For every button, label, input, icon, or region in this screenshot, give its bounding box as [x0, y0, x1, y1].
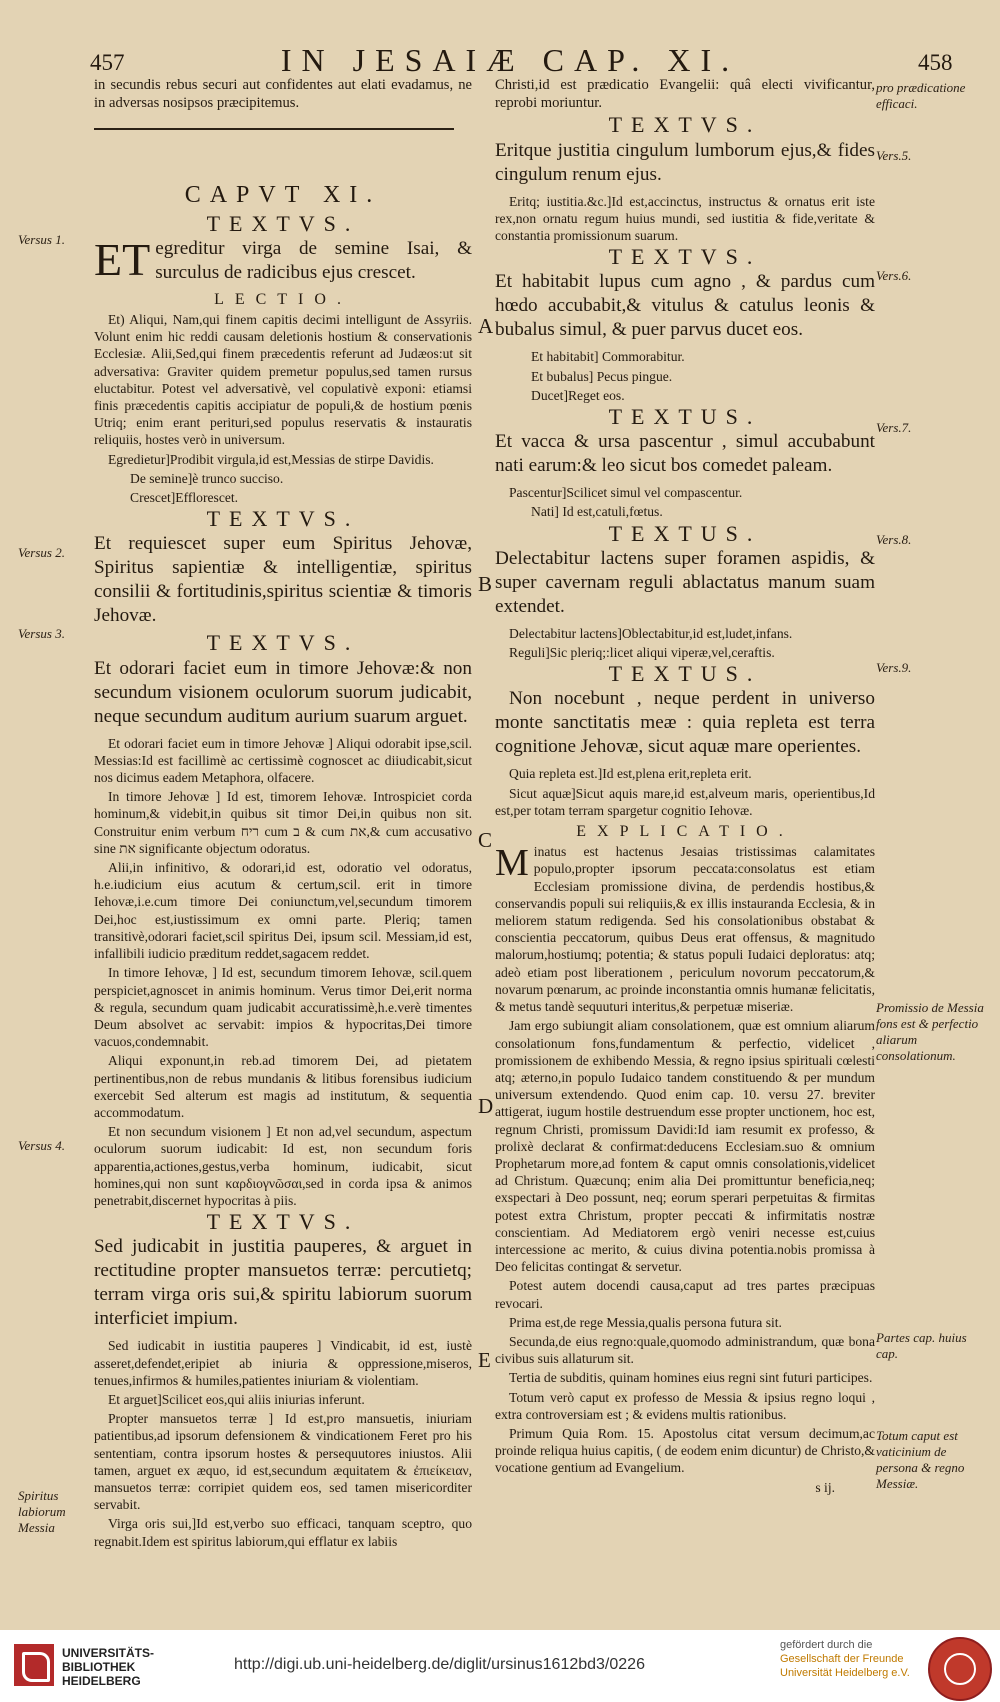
- margin-versus-3: Versus 3.: [18, 626, 65, 641]
- sponsor-line-2: Gesellschaft der Freunde Universität Heidelberg e.V.: [780, 1653, 910, 1679]
- drop-initial: ET: [94, 233, 151, 285]
- lectio-text: Et) Aliqui, Nam,qui finem capitis decimi intelligunt de Assyriis. Volunt enim hic reddi causam deletionis hostium & conservationis Ecclesiæ. Alii,Sed,qui finem præcedentis referunt ad Judæos:ut sit adversativa: Graviter quidem premetur populus,sed tamen rursus eluctabitur. Potest vel adversativè, vel copulativè exponi: etiamsi finis præcedentis capitis accipiatur de populi,& de hostium pœnis Utriq; enim erant perituri,sed populus reservatis & instauratis reliquiis, hostes verò in universum.: [94, 312, 472, 448]
- section-letter-e: E: [478, 1348, 491, 1372]
- verse-3-text: Et odorari faciet eum in timore Jehovæ:& non secundum visionem oculorum suorum judicabit, neque secundum auditum aurium suarum arguet.: [94, 657, 472, 727]
- viewer-footer: [0, 1630, 1000, 1702]
- explicatio-7: Totum verò caput ex professo de Messia & ipsius regno loqui , extra controversiam est ; & evidens multis rationibus.: [495, 1389, 875, 1422]
- commentary-6a: Et habitabit] Commorabitur.: [531, 349, 685, 365]
- explicatio-2: Jam ergo subiungit aliam consolationem, quæ est omnium aliarum consolationum fons,fundamentum & perfectio, videlicet , promissionem de exhibendo Messia, & regno ipsius spirituali cœlesti atq; æterno,in populo Iudaico tandem constituendo & per mundum universum extendendo. Quod enim cap. 10. versu 27. breviter attigerat, iugum hostile destruendum esse propter unctionem, hoc est, regnum Christi, promissum Davidi:Id iam resumit ex professo, & prolixè declarat & confirmat:deducens Ecclesiam.suo & omnium Prophetarum more,ad fontem & caput omnis consolationis,videlicet ad Christum. Quæcunq; enim alia Dei promittuntur beneficia,neq; exspectari à Deo possunt, neq; eorum sperari perpetuitas & firmitas potest extra Christum, propter peccati & infirmitatis nostræ conscientiam. Ad Mediatorem ergò veniri necesse est,cuius intercessione ac merito, & cuius divina potentia.nobis promissa à Deo felicitas contingat & servetur.: [495, 1018, 875, 1275]
- commentary-7b: Nati] Id est,catuli,fœtus.: [531, 504, 663, 520]
- sponsor-credit: [780, 1638, 920, 1680]
- commentary-3f: Et non secundum visionem ] Et non ad,vel secundum, aspectum oculorum suorum iudicabit: Id est, non secundum foris apparentia,actiones,gestus,verba hominum, iudicabit, sicut homines,qui non sunt καρδιογνῶσαι,sed in corda ipsa & animos penetrabit,discernet hypocritas à piis.: [94, 1124, 472, 1208]
- intro-text: in secundis rebus securi aut confidentes aut elati evadamus, ne in adversas nosipsos præcipitemus.: [94, 77, 472, 112]
- margin-vers-7: Vers.7.: [876, 420, 912, 435]
- commentary-6c: Ducet]Reget eos.: [531, 387, 625, 403]
- commentary-4d: Virga oris sui,]Id est,verbo suo efficaci, tanquam sceptro, quo regnabit.Idem est spiritus labiorum,qui efflatur ex labiis: [94, 1516, 472, 1549]
- explicatio-3: Potest autem docendi causa,caput ad tres partes præcipuas revocari.: [495, 1278, 875, 1311]
- margin-vers-6: Vers.6.: [876, 268, 912, 283]
- margin-vers-8: Vers.8.: [876, 532, 912, 547]
- verse-5-text: Eritque justitia cingulum lumborum ejus,& fides cingulum renum ejus.: [495, 139, 875, 185]
- textus-heading: TEXTUS.: [608, 661, 762, 687]
- commentary-5: Eritq; iustitia.&c.]Id est,accinctus, instructus & ornatus erit iste rex,non ornatu regum huius mundi, sed iustitia & fide,veritate & constantia promissionum suarum.: [495, 193, 875, 244]
- commentary-9b: Sicut aquæ]Sicut aquis mare,id est,alveum maris, operientibus,Id est,per totam terram spargetur cognitio Iehovæ.: [495, 785, 875, 818]
- right-column: [495, 76, 875, 1498]
- margin-totum-caput: Totum caput est vaticinium de persona & regno Messiæ.: [876, 1428, 965, 1491]
- chapter-heading: CAPVT XI.: [184, 182, 382, 209]
- explicatio-5: Secunda,de eius regno:quale,quomodo administrandum, quæ bona civibus suis allaturum sit.: [495, 1333, 875, 1367]
- margin-pro-praedicatione: pro prædicatione efficaci.: [876, 80, 966, 111]
- verse-6-text: Et habitabit lupus cum agno , & pardus cum hœdo accubabit,& vitulus & catulus leonis & bubalus simul, & puer parvus ducet eos.: [495, 271, 875, 341]
- explicatio-4: Prima est,de rege Messia,qualis persona futura sit.: [509, 1314, 782, 1330]
- commentary-3a: Et odorari faciet eum in timore Jehovæ ] Aliqui odorabit ipse,scil. Messias:Id est facillimè ac certissimè cognoscet ac diiudicabit,sicut nos dicimus eadem Metaphora, olfacere.: [94, 735, 472, 786]
- section-letter-d: D: [478, 1094, 494, 1118]
- commentary-6b: Et bubalus] Pecus pingue.: [531, 368, 673, 384]
- commentary-3e: Aliqui exponunt,in reb.ad timorem Dei, ad pietatem pertinentibus,non de rebus mundanis & litibus forensibus iudicium exercebit Sed alterum est magis ad institutum, & sequentia accommodatum.: [94, 1053, 472, 1120]
- signature-mark: s ij.: [815, 1479, 835, 1495]
- section-letter-a: A: [478, 314, 494, 338]
- explicatio-8: Primum Quia Rom. 15. Apostolus citat versum decimum,ac proinde reliqua huius capitis, ( de eodem enim dicuntur) de Christo,& vocatione gentium ad Evangelium.: [495, 1425, 875, 1476]
- commentary-8a: Delectabitur lactens]Oblectabitur,id est,ludet,infans.: [509, 625, 793, 641]
- left-column: [94, 76, 472, 1552]
- textus-heading: TEXTVS.: [206, 506, 360, 532]
- commentary-4a: Sed iudicabit in iustitia pauperes ] Vindicabit, id est, iustè asseret,defendet,eripiet ab iniuria & oppressione,miseros, tenues,infirmos & humiles,patientes iniuriam & violentiam.: [94, 1338, 472, 1388]
- library-name: UNIVERSITÄTS- BIBLIOTHEK HEIDELBERG: [62, 1646, 155, 1688]
- explicatio-heading: EXPLICATIO.: [576, 823, 794, 841]
- textus-heading: TEXTUS.: [608, 404, 762, 430]
- section-rule: [94, 128, 454, 130]
- drop-initial-m: M: [495, 842, 529, 885]
- verse-8-text: Delectabitur lactens super foramen aspidis, & super cavernam reguli ablactatus manum suam extendet.: [495, 547, 875, 617]
- margin-vers-9: Vers.9.: [876, 660, 912, 675]
- textus-heading: TEXTVS.: [608, 244, 762, 270]
- university-seal-icon[interactable]: [928, 1637, 992, 1701]
- library-logo-icon[interactable]: [14, 1644, 54, 1686]
- margin-promissio: Promissio de Messia fons est & perfectio aliarum consolationum.: [876, 1000, 984, 1063]
- textus-heading: TEXTVS.: [608, 112, 762, 138]
- textus-heading: TEXTVS.: [206, 1209, 360, 1235]
- page-number-left: 457: [90, 50, 125, 75]
- running-title: IN JESAIÆ CAP. XI.: [280, 42, 740, 78]
- textus-heading: TEXTVS.: [206, 630, 360, 656]
- textus-heading: TEXTUS.: [608, 520, 762, 546]
- commentary-crescet: Crescet]Efflorescet.: [130, 490, 239, 506]
- commentary-8b: Reguli]Sic pleriq;:licet aliqui viperæ,vel,ceraftis.: [509, 645, 775, 661]
- commentary-3b: In timore Jehovæ ] Id est, timorem Iehovæ. Introspiciet corda hominum,& videbit,in quibus sit timor Dei,in quibus non sit. Construitur enim verbum ריח cum ב & cum את,& cum accusativo sine את significante objectum odoratus.: [94, 789, 472, 856]
- intro-text-right: Christi,id est prædicatio Evangelii: quâ electi vivificantur, reprobi moriuntur.: [495, 77, 875, 112]
- commentary-4c: Propter mansuetos terræ ] Id est,pro mansuetis, iniuriam patientibus,ad ipsorum defensionem & vindicationem Feret pro his sententiam, contra ipsorum hostes & persequutores iniustos. Alii tamen, arguet ex æquo, id est,secundum æquitatem & ἐπιείκειαν, mansuetos terræ: corripiet quidem eos, sed tamen misericorditer servabit.: [94, 1411, 472, 1513]
- verse-9-text: Non nocebunt , neque perdent in universo monte sanctitatis meæ : quia repleta est terra cognitione Jehovæ, sicut aquæ mare operientes.: [495, 688, 875, 758]
- lectio-heading: LECTIO.: [214, 290, 352, 308]
- explicatio-1: inatus est hactenus Jesaias tristissimas calamitates populo,propter ipsorum peccata:consolatus est etiam Ecclesiam promissione divina, de perdendis hostibus,& conservandis populi sui reliquiis,& ex illis instauranda Ecclesia, & in meliorem statum redigenda. Sed his consolationibus obstabat & conscientia peccatorum, quibus Deus erat offensus, & magnitudo malorum,hostiumq; potentia; & status populi Iudaici deploratus: atq; adeò etiam post liberationem , periculum novorum peccatorum,& novarum pœnarum, ac proinde inconstantia omnis humanæ felicitatis, & metus tandè sequuturi interitus,& perpetuæ miseriæ.: [495, 844, 875, 1015]
- verse-7-text: Et vacca & ursa pascentur , simul accubabunt nati earum:& leo sicut bos comedet paleam.: [495, 431, 875, 477]
- sponsor-line-1: gefördert durch die: [780, 1639, 873, 1651]
- margin-vers-5: Vers.5.: [876, 148, 912, 163]
- commentary-4b: Et arguet]Scilicet eos,qui aliis iniurias inferunt.: [108, 1391, 365, 1407]
- commentary-3c: Alii,in infinitivo, & odorari,id est, odoratio vel odoratus, h.e.iudicium eius acutum & certum,scil. erit in timore Iehovæ,i.e.cum timore Dei coniunctum,vel,secundum timorem Dei,hoc est,iustissimum ex omni parte. Pleriq; tamen transitivè,odorari faciet,scil spiritus Dei, ipsum scil. Messiam,id est, infallibili iudicio præditum reddet,sagacem reddet.: [94, 860, 472, 962]
- verse-4-text: Sed judicabit in justitia pauperes, & arguet in rectitudine propter mansuetos terræ: percutietq; terram virga oris sui,& spiritu labiorum suorum interficiet impium.: [94, 1236, 472, 1330]
- commentary-egredietur: Egredietur]Prodibit virgula,id est,Messias de stirpe Davidis.: [108, 451, 434, 467]
- margin-versus-2: Versus 2.: [18, 545, 65, 560]
- permalink-url[interactable]: http://digi.ub.uni-heidelberg.de/diglit/ursinus1612bd3/0226: [234, 1656, 645, 1673]
- margin-partes: Partes cap. huius cap.: [876, 1330, 967, 1361]
- commentary-7a: Pascentur]Scilicet simul vel compascentur.: [509, 485, 743, 501]
- margin-versus-1: Versus 1.: [18, 232, 65, 247]
- section-letter-c: C: [478, 828, 493, 852]
- commentary-9a: Quia repleta est.]Id est,plena erit,repleta erit.: [509, 766, 752, 782]
- commentary-desemine: De semine]è trunco succiso.: [130, 470, 284, 486]
- page-number-right: 458: [918, 50, 953, 75]
- commentary-3d: In timore Iehovæ, ] Id est, secundum timorem Iehovæ, scil.quem perspiciet,agnoscet in animis hominum. Verus timor Dei,erit norma & regula, secundum quam judicabit accuratissimè,h.e.verè timentes Deum absolvet ac servabit: impios & hypocritas,Dei timore vacuos,condemnabit.: [94, 965, 472, 1050]
- textus-heading: TEXTVS.: [206, 210, 360, 236]
- explicatio-6: Tertia de subditis, quinam homines eius regni sint futuri participes.: [509, 1370, 873, 1386]
- verse-2-text: Et requiescet super eum Spiritus Jehovæ, Spiritus sapientiæ & intelligentiæ, spiritus consilii & fortitudinis,spiritus scientiæ & timoris Jehovæ.: [94, 533, 472, 627]
- section-letter-b: B: [478, 572, 493, 596]
- verse-1-text: egreditur virga de semine Isai, & surculus de radicibus ejus crescet.: [155, 237, 472, 283]
- margin-spiritus-labiorum: Spiritus labiorum Messia: [18, 1488, 66, 1535]
- margin-versus-4: Versus 4.: [18, 1138, 65, 1153]
